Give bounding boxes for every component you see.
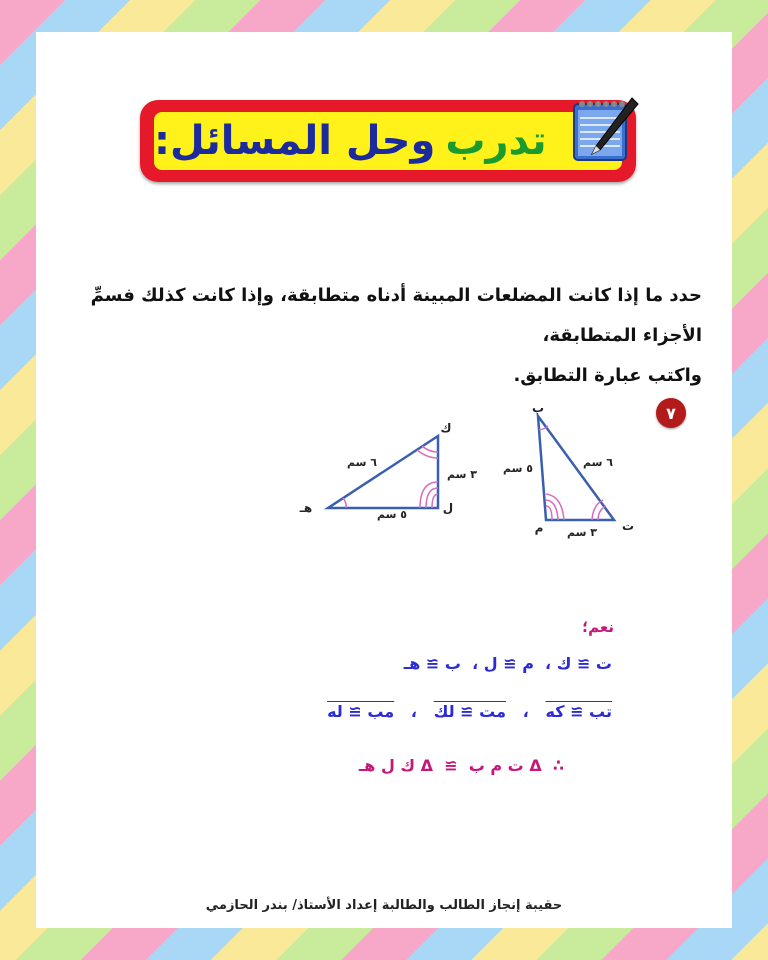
congruence-statement: ∴ Δ ت م ب ≅ Δ ك ل هـ [358,756,564,775]
vertex-k: ك [440,421,452,435]
banner-word-practice: تدرب [445,118,547,164]
angle-congruences: ت ≅ ك ، م ≅ ل ، ب ≅ هـ [403,654,612,673]
side-kh-label: ٦ سم [347,456,377,469]
vertex-m: م [534,521,544,535]
side-congruence-2: مت ≅ لك [433,702,506,721]
triangle-btm [503,401,634,539]
vertex-h: هـ [299,501,313,515]
footer-credit: حقيبة إنجاز الطالب والطالبة إعداد الأستاذ/ بندر الحازمي [205,898,563,913]
side-kl-label: ٣ سم [447,468,477,481]
triangles-figure [36,32,732,592]
question-line-2: واكتب عبارة التطابق. [513,365,702,386]
side-hl-label: ٥ سم [377,508,407,521]
side-congruence-1: تب ≅ كه [545,702,612,721]
vertex-l: ل [442,501,454,515]
side-bm-label: ٥ سم [503,462,533,475]
problem-number-badge: ٧ [656,398,686,428]
side-congruences: تب ≅ كه ، مت ≅ لك ، مب ≅ له [327,702,612,721]
question-line-1: حدد ما إذا كانت المضلعات المبينة أدناه متطابقة، وإذا كانت كذلك فسمِّ الأجزاء المتطابقة، [90,285,702,346]
answer-label: نعم؛ [582,618,614,636]
vertex-t: ت [621,519,635,533]
vertex-b: ب [531,401,545,415]
side-congruence-3: مب ≅ له [327,702,395,721]
banner-word-solve: وحل المسائل: [154,118,436,164]
side-bt-label: ٦ سم [583,456,613,469]
triangle-khl [299,421,477,521]
worksheet-page [36,32,732,928]
side-mt-label: ٣ سم [567,526,597,539]
